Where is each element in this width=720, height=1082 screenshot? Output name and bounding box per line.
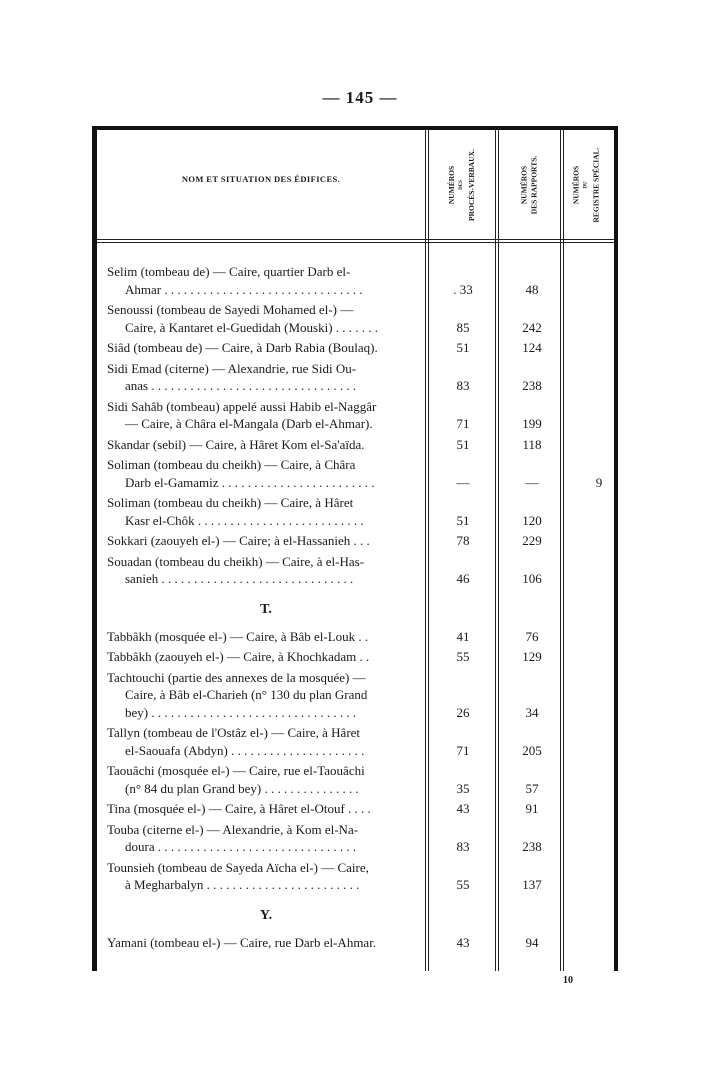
header-text: REGISTRE SPÉCIAL. — [592, 146, 601, 223]
num-rapport: 199 — [522, 416, 542, 431]
edifice-name-line: Senoussi (tombeau de Sayedi Mohamed el-) — — [107, 302, 354, 317]
num-rapport: 76 — [525, 628, 539, 644]
num-rapport: 48 — [525, 281, 539, 297]
edifice-name-line: Sidi Emad (citerne) — Alexandrie, rue Sidi Ou- — [107, 360, 357, 376]
num-proces-verbal: 85 — [456, 319, 470, 335]
edifice-name-line: Tallyn (tombeau de l'Ostâz el-) — Caire, à Hâret — [107, 725, 361, 740]
num-rapport: 34 — [525, 704, 539, 720]
edifice-name-line: Souadan (tombeau du cheikh) — Caire, à el-Has- — [107, 553, 365, 569]
table-row — [107, 628, 613, 646]
table-row — [107, 669, 613, 722]
num-proces-verbal: 83 — [456, 839, 470, 854]
edifice-name — [107, 339, 425, 357]
edifice-name-line: anas . . . . . . . . . . . . . . . . . . . . . . . . . . . . . . . . — [125, 378, 357, 393]
header-text: NUMÉROS — [572, 165, 581, 204]
num-proces-verbal: 55 — [456, 877, 470, 892]
edifice-name-line: Sidi Sahâb (tombeau) appelé aussi Habib el-Naggâr — [107, 398, 377, 414]
num-proces-verbal: — — [456, 474, 470, 490]
table-row — [107, 436, 613, 454]
edifice-name-line: Sokkari (zaouyeh el-) — Caire; à el-Hassanieh . . . — [107, 533, 370, 548]
edifice-name-line: Taouâchi (mosquée el-) — Caire, rue el-Taouâchi — [107, 763, 365, 778]
num-rapport: 238 — [522, 378, 542, 393]
num-proces-verbal: 71 — [456, 742, 470, 758]
edifice-name — [107, 669, 425, 722]
edifice-name — [107, 724, 425, 759]
header-text: NUMÉROS — [519, 165, 528, 204]
num-proces-verbal: 51 — [456, 340, 470, 355]
table-row — [107, 859, 613, 894]
num-proces-verbal: 43 — [456, 801, 470, 816]
edifice-name-line: Kasr el-Chôk . . . . . . . . . . . . . . . . . . . . . . . . . . — [125, 512, 364, 528]
signature-mark: 10 — [563, 975, 573, 986]
column-header-name: NOM ET SITUATION DES ÉDIFICES. — [181, 174, 341, 184]
section-y — [107, 934, 613, 952]
table-row — [107, 724, 613, 759]
column-header-registre — [554, 130, 620, 239]
header-text: NUMÉROS — [447, 165, 457, 204]
num-rapport: 118 — [522, 436, 542, 452]
edifice-name-line: — Caire, à Châra el-Mangala (Darb el-Ahmar). — [125, 416, 373, 431]
letter-heading-t: T. — [260, 601, 272, 617]
edifice-name — [107, 360, 425, 395]
num-rapport: 120 — [522, 512, 542, 528]
edifice-name-line: Soliman (tombeau du cheikh) — Caire, à Châra — [107, 457, 356, 472]
section-t — [107, 628, 613, 894]
edifice-name — [107, 494, 425, 529]
num-proces-verbal: 51 — [456, 436, 470, 452]
table-row — [107, 339, 613, 357]
edifice-name-line: Darb el-Gamamiz . . . . . . . . . . . . . . . . . . . . . . . . — [125, 474, 375, 490]
table-row — [107, 821, 613, 856]
table-row — [107, 648, 613, 666]
num-rapport: 205 — [522, 742, 542, 758]
edifice-name-line: Yamani (tombeau el-) — Caire, rue Darb el-Ahmar. — [107, 934, 377, 950]
edifice-name-line: doura . . . . . . . . . . . . . . . . . . . . . . . . . . . . . . . — [125, 839, 357, 854]
num-rapport: 242 — [522, 319, 542, 335]
section-s — [107, 263, 613, 588]
table-row — [107, 553, 613, 588]
edifice-name — [107, 762, 425, 797]
edifice-name — [107, 263, 425, 298]
edifice-name — [107, 859, 425, 894]
edifice-name — [107, 436, 425, 454]
register-table — [92, 126, 618, 971]
num-rapport: 129 — [522, 649, 542, 664]
header-text: PROCÈS-VERBAUX. — [467, 148, 477, 221]
num-proces-verbal: 43 — [456, 934, 470, 950]
num-proces-verbal: 46 — [456, 571, 470, 586]
table-row — [107, 934, 613, 952]
num-proces-verbal: 83 — [456, 378, 470, 393]
table-row — [107, 456, 613, 491]
edifice-name — [107, 456, 425, 491]
num-rapport: — — [525, 474, 539, 490]
edifice-name-line: à Megharbalyn . . . . . . . . . . . . . . . . . . . . . . . . — [125, 877, 360, 892]
table-right-border — [614, 126, 618, 971]
edifice-name-line: el-Saouafa (Abdyn) . . . . . . . . . . . . . . . . . . . . . — [125, 742, 365, 758]
num-rapport: 137 — [522, 877, 542, 892]
num-proces-verbal: 78 — [456, 533, 470, 548]
num-proces-verbal: 51 — [456, 512, 470, 528]
edifice-name-line: Selim (tombeau de) — Caire, quartier Darb el- — [107, 264, 351, 279]
num-rapport: 94 — [525, 934, 539, 950]
num-proces-verbal: . 33 — [453, 281, 473, 297]
num-proces-verbal: 41 — [456, 628, 470, 644]
edifice-name-line: Soliman (tombeau du cheikh) — Caire, à Hâret — [107, 495, 354, 510]
table-row — [107, 494, 613, 529]
num-proces-verbal: 71 — [456, 416, 470, 431]
header-text: DES RAPPORTS. — [529, 155, 538, 214]
entries-list — [107, 263, 613, 954]
edifice-name — [107, 800, 425, 818]
edifice-name-line: Tounsieh (tombeau de Sayeda Aïcha el-) — Caire, — [107, 859, 369, 875]
edifice-name — [107, 301, 425, 336]
num-proces-verbal: 55 — [456, 649, 470, 664]
edifice-name-line: Siâd (tombeau de) — Caire, à Darb Rabia (Boulaq). — [107, 340, 378, 355]
edifice-name-line: Caire, à Bâb el-Charieh (n° 130 du plan Grand — [125, 687, 368, 702]
edifice-name-line: Skandar (sebil) — Caire, à Hâret Kom el-Sa'aïda. — [107, 436, 365, 452]
num-rapport: 91 — [525, 801, 539, 816]
table-row — [107, 301, 613, 336]
header-divider — [97, 239, 614, 240]
edifice-name-line: Ahmar . . . . . . . . . . . . . . . . . . . . . . . . . . . . . . . — [125, 281, 363, 297]
edifice-name — [107, 821, 425, 856]
column-header-proces-verbaux — [429, 130, 495, 239]
edifice-name — [107, 648, 425, 666]
edifice-name-line: Tabbâkh (zaouyeh el-) — Caire, à Khochkadam . . — [107, 649, 370, 664]
column-header-rapports — [496, 130, 562, 239]
header-text: DU — [584, 180, 589, 189]
table-left-border — [92, 126, 97, 971]
num-proces-verbal: 26 — [456, 704, 470, 720]
edifice-name-line: Tachtouchi (partie des annexes de la mosquée) — — [107, 669, 366, 685]
edifice-name-line: (n° 84 du plan Grand bey) . . . . . . . . . . . . . . . — [125, 780, 359, 796]
edifice-name-line: Tina (mosquée el-) — Caire, à Hâret el-Otouf . . . . — [107, 801, 371, 816]
num-rapport: 124 — [522, 340, 542, 355]
edifice-name-line: sanieh . . . . . . . . . . . . . . . . . . . . . . . . . . . . . . — [125, 571, 354, 586]
num-rapport: 106 — [522, 571, 542, 586]
edifice-name-line: Tabbâkh (mosquée el-) — Caire, à Bâb el-Louk . . — [107, 628, 369, 644]
edifice-name-line: bey) . . . . . . . . . . . . . . . . . . . . . . . . . . . . . . . . — [125, 704, 357, 720]
edifice-name — [107, 934, 425, 952]
table-row — [107, 360, 613, 395]
header-divider — [97, 242, 614, 243]
num-proces-verbal: 35 — [456, 780, 470, 796]
table-row — [107, 398, 613, 433]
table-row — [107, 532, 613, 550]
table-row — [107, 800, 613, 818]
edifice-name-line: Touba (citerne el-) — Alexandrie, à Kom el-Na- — [107, 821, 359, 837]
letter-heading-y: Y. — [259, 907, 273, 923]
table-row — [107, 762, 613, 797]
num-rapport: 57 — [525, 780, 539, 796]
num-rapport: 229 — [522, 533, 542, 548]
edifice-name — [107, 628, 425, 646]
edifice-name — [107, 553, 425, 588]
num-registre: 9 — [595, 474, 603, 490]
page-number: — 145 — — [322, 88, 398, 107]
edifice-name-line: Caire, à Kantaret el-Guedidah (Mouski) . . . . . . . — [125, 319, 379, 335]
edifice-name — [107, 398, 425, 433]
header-text: DES — [459, 179, 465, 190]
num-rapport: 238 — [522, 839, 542, 854]
table-row — [107, 263, 613, 298]
edifice-name — [107, 532, 425, 550]
